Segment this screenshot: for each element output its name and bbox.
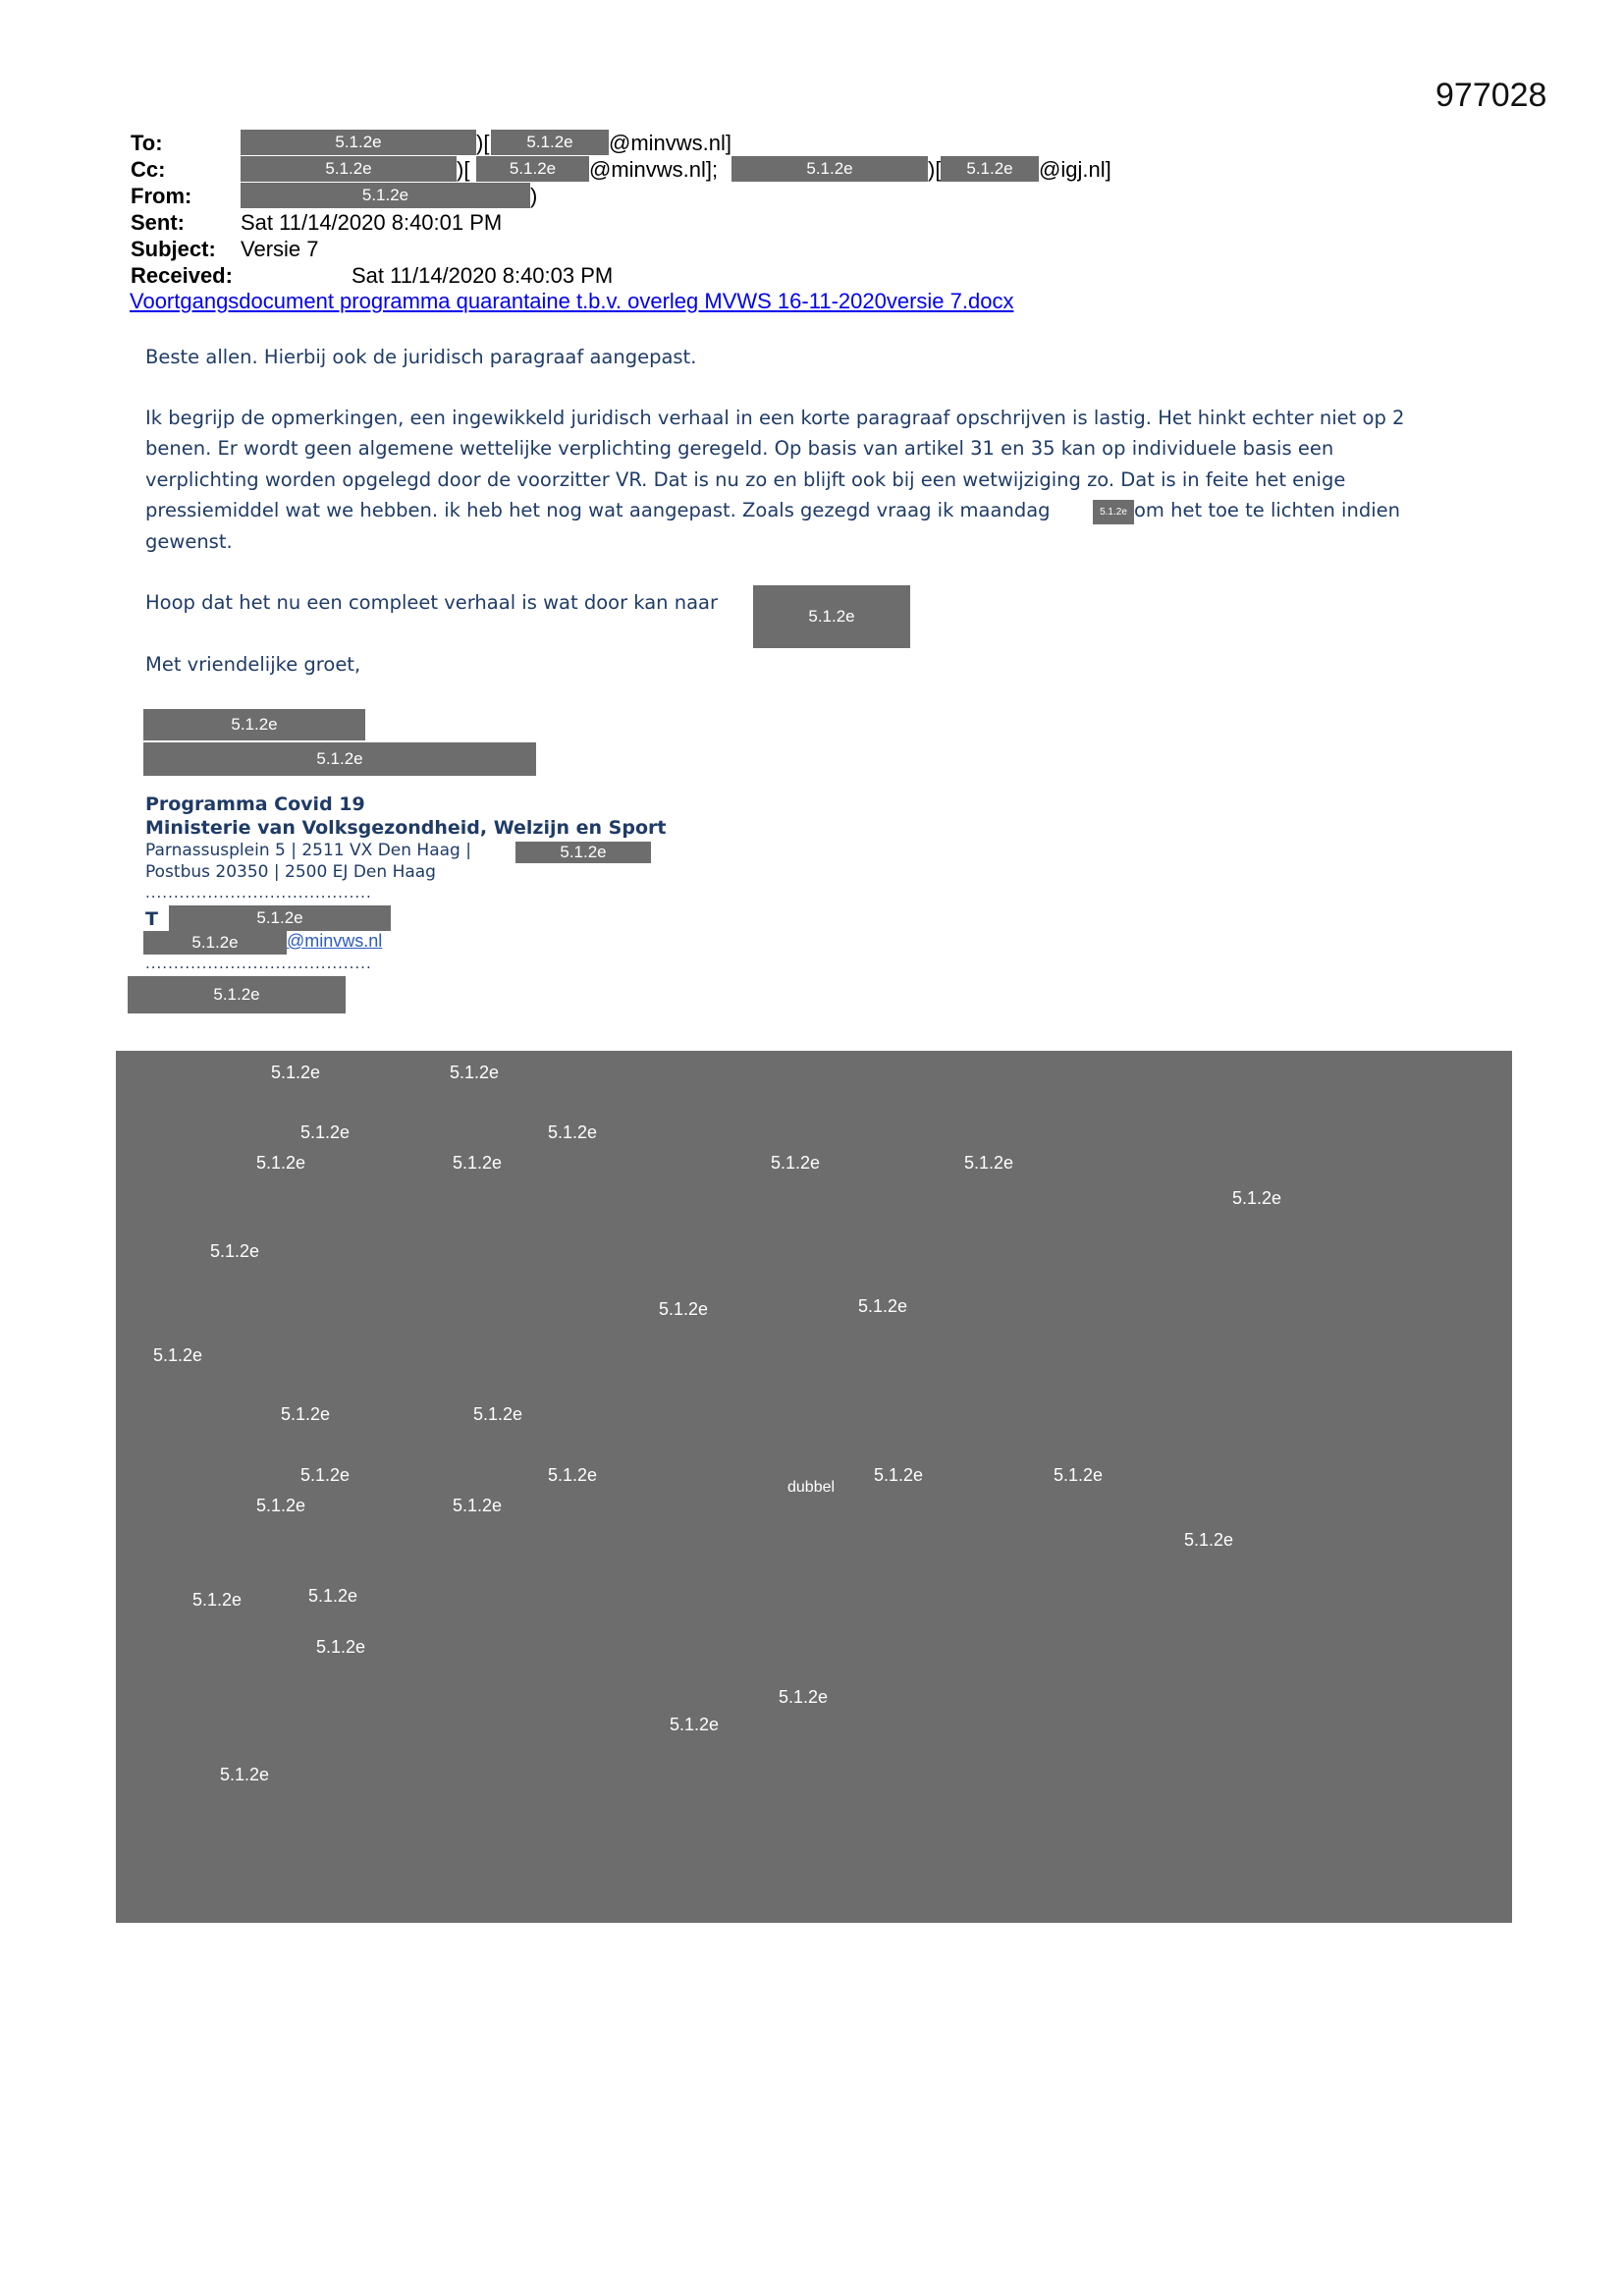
- received-value: Sat 11/14/2020 8:40:03 PM: [352, 263, 614, 288]
- body-paragraph-line: benen. Er wordt geen algemene wettelijke verplichting geregeld. Op basis van artikel 31 en 35 kan op individuele basis een: [145, 437, 1334, 460]
- redaction-label: 5.1.2e: [450, 1063, 500, 1082]
- redaction-label: 5.1.2e: [779, 1687, 829, 1707]
- block-word: dubbel: [787, 1479, 836, 1496]
- redaction: 5.1.2e: [731, 156, 928, 182]
- redaction-label: 5.1.2e: [453, 1496, 503, 1515]
- signature-phone-prefix: T: [145, 908, 158, 930]
- redaction: 5.1.2e: [476, 156, 589, 182]
- redaction-label: 5.1.2e: [1232, 1188, 1282, 1208]
- from-label: From:: [131, 184, 192, 208]
- redaction: 5.1.2e: [491, 130, 609, 155]
- redaction: 5.1.2e: [143, 931, 287, 955]
- redaction-label: 5.1.2e: [271, 1063, 321, 1082]
- cc-domain-2: @igj.nl]: [1039, 157, 1111, 182]
- document-id: 977028: [1435, 77, 1547, 114]
- to-label: To:: [131, 131, 163, 155]
- body-paragraph-line: verplichting worden opgelegd door de voorzitter VR. Dat is nu zo en blijft ook bij een wetwijziging zo. Dat is in feite het enige: [145, 468, 1346, 491]
- body-closing: Met vriendelijke groet,: [145, 653, 361, 676]
- cc-separator: )[: [928, 157, 942, 182]
- cc-domain-1: @minvws.nl];: [589, 157, 719, 182]
- subject-value: Versie 7: [241, 237, 319, 261]
- from-suffix: ): [530, 184, 538, 208]
- redaction-label: 5.1.2e: [670, 1715, 720, 1734]
- redaction-label: 5.1.2e: [281, 1404, 331, 1424]
- redaction: 5.1.2e: [143, 742, 536, 776]
- redaction-label: 5.1.2e: [308, 1586, 358, 1606]
- redaction-label: 5.1.2e: [316, 1637, 366, 1657]
- body-greeting: Beste allen. Hierbij ook de juridisch paragraaf aangepast.: [145, 346, 697, 368]
- redaction-label: 5.1.2e: [256, 1496, 306, 1515]
- redaction: 5.1.2e: [241, 130, 476, 155]
- redaction-label: 5.1.2e: [964, 1153, 1014, 1173]
- signature-divider: ........................................: [145, 955, 372, 972]
- redaction-label: 5.1.2e: [153, 1345, 203, 1365]
- body-paragraph: Hoop dat het nu een compleet verhaal is wat door kan naar: [145, 591, 719, 614]
- redaction: 5.1.2e: [128, 976, 346, 1013]
- redaction: 5.1.2e: [1093, 500, 1134, 524]
- redaction-label: 5.1.2e: [548, 1465, 598, 1485]
- body-paragraph-line: gewenst.: [145, 530, 233, 553]
- redaction: 5.1.2e: [241, 156, 457, 182]
- signature-email[interactable]: @minvws.nl: [287, 931, 383, 951]
- redaction-label: 5.1.2e: [771, 1153, 821, 1173]
- redaction-label: 5.1.2e: [858, 1296, 908, 1316]
- signature-address-1: Parnassusplein 5 | 2511 VX Den Haag |: [145, 841, 471, 860]
- redaction-label: 5.1.2e: [1054, 1465, 1104, 1485]
- body-paragraph-line: pressiemiddel wat we hebben. ik heb het nog wat aangepast. Zoals gezegd vraag ik maandag: [145, 499, 1051, 521]
- to-domain: @minvws.nl]: [609, 131, 732, 155]
- to-separator: )[: [476, 131, 490, 155]
- attachment-link[interactable]: Voortgangsdocument programma quarantaine t.b.v. overleg MVWS 16-11-2020versie 7.docx: [130, 289, 1014, 313]
- signature-divider: ........................................: [145, 884, 372, 902]
- body-paragraph-line: Ik begrijp de opmerkingen, een ingewikkeld juridisch verhaal in een korte paragraaf opschrijven is lastig. Het hinkt echter niet op 2: [145, 407, 1405, 429]
- body-paragraph-line: om het toe te lichten indien: [1134, 499, 1400, 521]
- redaction-label: 5.1.2e: [192, 1590, 243, 1610]
- signature-address-2: Postbus 20350 | 2500 EJ Den Haag: [145, 862, 436, 882]
- redaction: 5.1.2e: [169, 905, 391, 931]
- sent-value: Sat 11/14/2020 8:40:01 PM: [241, 210, 503, 235]
- signature-program: Programma Covid 19: [145, 793, 365, 815]
- received-label: Received:: [131, 263, 233, 288]
- redaction-label: 5.1.2e: [300, 1122, 351, 1142]
- sent-label: Sent:: [131, 210, 185, 235]
- redaction-label: 5.1.2e: [220, 1765, 270, 1784]
- redacted-block: [116, 1051, 1512, 1923]
- cc-separator: )[: [457, 157, 470, 182]
- subject-label: Subject:: [131, 237, 216, 261]
- redaction: 5.1.2e: [941, 156, 1039, 182]
- redaction-label: 5.1.2e: [256, 1153, 306, 1173]
- redaction: 5.1.2e: [143, 709, 365, 740]
- redaction-label: 5.1.2e: [874, 1465, 924, 1485]
- redaction-label: 5.1.2e: [300, 1465, 351, 1485]
- redaction-label: 5.1.2e: [210, 1241, 260, 1261]
- redaction: 5.1.2e: [515, 842, 651, 863]
- redaction-label: 5.1.2e: [1184, 1530, 1234, 1550]
- redaction: 5.1.2e: [241, 183, 530, 208]
- redaction: 5.1.2e: [753, 585, 910, 648]
- signature-ministry: Ministerie van Volksgezondheid, Welzijn en Sport: [145, 817, 667, 839]
- redaction-label: 5.1.2e: [473, 1404, 523, 1424]
- redaction-label: 5.1.2e: [453, 1153, 503, 1173]
- redaction-label: 5.1.2e: [548, 1122, 598, 1142]
- redaction-label: 5.1.2e: [659, 1299, 709, 1319]
- cc-label: Cc:: [131, 157, 166, 182]
